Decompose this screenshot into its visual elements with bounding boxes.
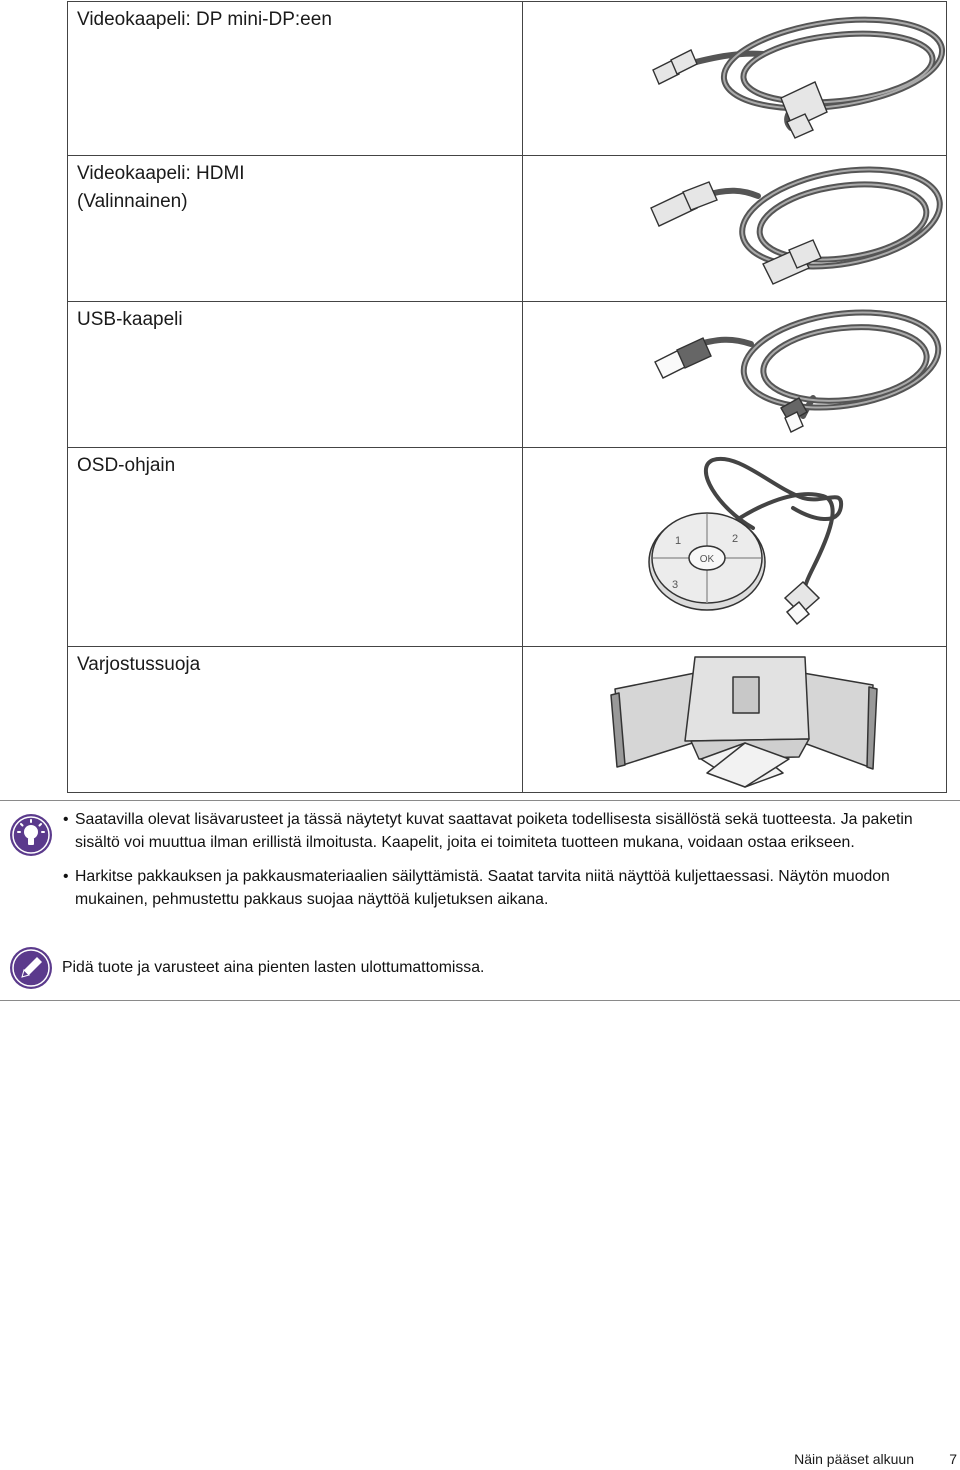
table-row <box>68 156 947 302</box>
osd-button-1-label: 1 <box>674 535 682 547</box>
table-row <box>68 2 947 156</box>
lightbulb-icon <box>9 813 53 857</box>
safety-note: Pidä tuote ja varusteet aina pienten lasten ulottumattomissa. <box>62 959 485 976</box>
accessory-image-cell <box>523 448 947 647</box>
osd-button-3-label: 3 <box>671 579 679 591</box>
usb-cable-image <box>523 302 960 448</box>
list-item: • Harkitse pakkauksen ja pakkausmateriaalien säilyttämistä. Saatat tarvita niitä näyttöä kuljettaessasi. Näytön muodon mukainen, pehmustettu pakkaus suojaa näyttöä kuljetuksen aikana. <box>60 865 955 911</box>
dp-cable-image <box>523 2 960 156</box>
shading-hood-image <box>523 647 960 793</box>
footer-section-title: Näin pääset alkuun <box>794 1451 914 1467</box>
accessory-image-cell <box>523 302 947 448</box>
accessory-label: Videokaapeli: HDMI (Valinnainen) <box>68 156 523 302</box>
accessory-label: Varjostussuoja <box>68 647 523 793</box>
page-number: 7 <box>949 1451 957 1467</box>
accessory-image-cell <box>523 2 947 156</box>
section-divider <box>0 800 960 801</box>
accessory-image-cell <box>523 156 947 302</box>
accessories-table <box>67 1 947 793</box>
hdmi-cable-image <box>523 156 960 302</box>
table-row <box>68 302 947 448</box>
notes-list <box>60 808 955 922</box>
osd-controller-image <box>523 448 960 647</box>
accessory-label: USB-kaapeli <box>68 302 523 448</box>
section-divider <box>0 1000 960 1001</box>
osd-ok-label: OK <box>699 554 715 565</box>
osd-button-2-label: 2 <box>731 533 739 545</box>
list-item: • Saatavilla olevat lisävarusteet ja tässä näytetyt kuvat saattavat poiketa todellisesta sisällöstä sekä tuotteesta. Ja paketin sisältö voi muuttua ilman erillistä ilmoitusta. Kaapelit, joita ei toimiteta tuotteen mukana, voidaan ostaa erikseen. <box>60 808 955 854</box>
table-row <box>68 448 947 647</box>
accessory-image-cell <box>523 647 947 793</box>
accessory-label: Videokaapeli: DP mini-DP:een <box>68 2 523 156</box>
accessory-label: OSD-ohjain <box>68 448 523 647</box>
pencil-icon <box>9 946 53 990</box>
table-row <box>68 647 947 793</box>
page-footer <box>0 1449 960 1470</box>
